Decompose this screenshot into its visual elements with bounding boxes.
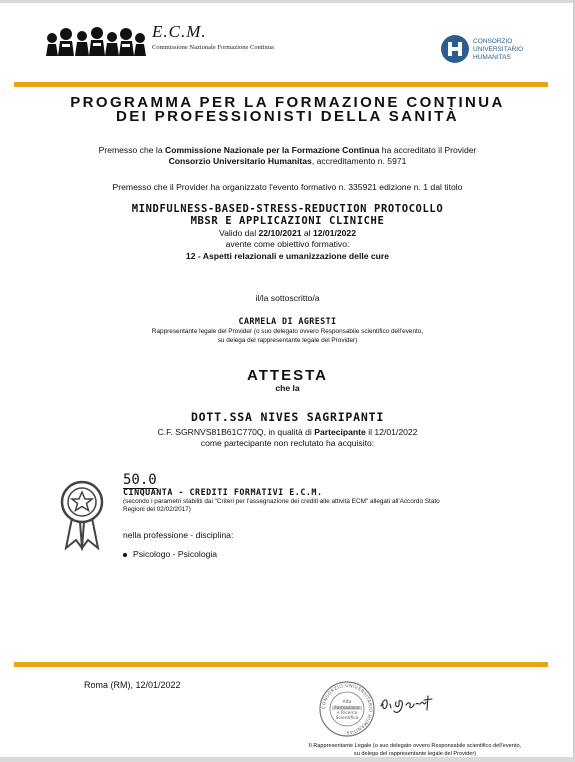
participant-note: come partecipante non reclutato ha acquisito: [200,438,375,448]
provider-logo-line-3: HUMANITAS [473,54,511,61]
participant-name: DOTT.SSA NIVES SAGRIPANTI [190,410,385,424]
award-ribbon-icon [56,478,108,552]
participant-cf [0,427,575,438]
document-title-line-2: DEI PROFESSIONISTI DELLA SANITÀ [115,108,460,125]
premise-accreditation [0,145,575,156]
credits-number-value: 50.0 [123,472,157,488]
provider-logo-line-1: CONSORZIO [473,38,513,45]
event-title-line-2: MBSR E APPLICAZIONI CLINICHE [190,215,385,227]
gold-divider-top [14,82,548,87]
provider-accreditation [0,156,575,167]
premise-text-a: Premesso che la [98,145,166,155]
signature-icon [378,690,436,716]
attesta-heading: ATTESTA [247,367,328,384]
premise-text-c: ha accreditato il Provider [379,145,477,155]
bottom-border [0,757,575,762]
signatory-name: CARMELA DI AGRESTI [238,316,337,326]
event-title-line-1: MINDFULNESS-BASED-STRESS-REDUCTION PROTOCOLLO [131,203,444,215]
svg-text:Formazione: Formazione [334,706,360,711]
legal-footer-line-2: su delega del rappresentante legale del Provider) [353,751,477,757]
list-item [123,549,217,559]
credits-note-line-2: Regioni del 02/02/2017) [123,506,191,513]
provider-logo-text [473,38,523,62]
cf-text-a: C.F. SGRNVS81B61C770Q, in qualità di [157,427,315,437]
valid-text-a: Valido dal [219,228,259,238]
cf-text-c: il 12/01/2022 [365,427,418,437]
profession-value: Psicologo - Psicologia [133,549,218,559]
signatory-role-line-1: Rappresentante legale del Provider (o suo delegato ovvero Responsabile scientifico dell'evento, [151,328,424,335]
commission-name: Commissione Nazionale per la Formazione Continua [165,145,380,155]
svg-text:e Ricerca: e Ricerca [336,711,358,716]
ecm-title: E.C.M. [152,22,207,41]
valid-text-b: al [301,228,313,238]
provider-logo-line-2: UNIVERSITARIO [473,46,524,53]
credits-number [123,472,157,488]
humanitas-logo-icon [440,34,470,64]
provider-name: Consorzio Universitario Humanitas [168,156,312,166]
document-title-line-1: PROGRAMMA PER LA FORMAZIONE CONTINUA [70,94,505,111]
valid-to-date: 12/01/2022 [312,228,356,238]
accreditation-number: , accreditamento n. 5971 [311,156,407,166]
place-date: Roma (RM), 12/01/2022 [84,680,181,690]
signatory-intro: il/la sottoscritto/a [255,293,320,303]
svg-text:Scientifica: Scientifica [335,716,359,721]
objective-value: 12 - Aspetti relazionali e umanizzazione delle cure [185,251,390,261]
legal-footer [265,742,565,758]
bullet-icon [123,553,127,557]
svg-text:Alta: Alta [342,700,352,705]
credits-words: CINQUANTA - CREDITI FORMATIVI E.C.M. [123,487,323,497]
objective-intro: avente come obiettivo formativo: [225,239,350,249]
svg-text:CONSORZIO UNIVERSITARIO HUMANI: CONSORZIO UNIVERSITARIO HUMANITAS [321,683,373,735]
ecm-logo-figures [44,24,148,56]
event-validity [0,228,575,239]
participant-role: Partecipante [314,427,366,437]
premise-event: Premesso che il Provider ha organizzato l'evento formativo n. 335921 edizione n. 1 dal titolo [112,182,463,192]
ecm-subtitle: Commissione Nazionale Formazione Continua [152,44,274,51]
profession-intro: nella professione - disciplina: [123,530,234,540]
valid-from-date: 22/10/2021 [258,228,302,238]
credits-note [123,498,523,514]
gold-divider-bottom [14,662,548,667]
attesta-sub: che la [275,383,300,393]
signatory-role-line-2: su delega del rappresentante legale del Provider) [217,337,358,344]
official-stamp-icon [318,680,376,738]
legal-footer-line-1: Il Rappresentante Legale (o suo delegato ovvero Responsabile scientifico dell'evento, [308,743,522,749]
top-border [0,0,575,3]
credits-note-line-1: (secondo i parametri stabiliti dai "Criteri per l'assegnazione dei crediti alle attività ECM" allegati all'Accordo Stato [123,498,440,505]
